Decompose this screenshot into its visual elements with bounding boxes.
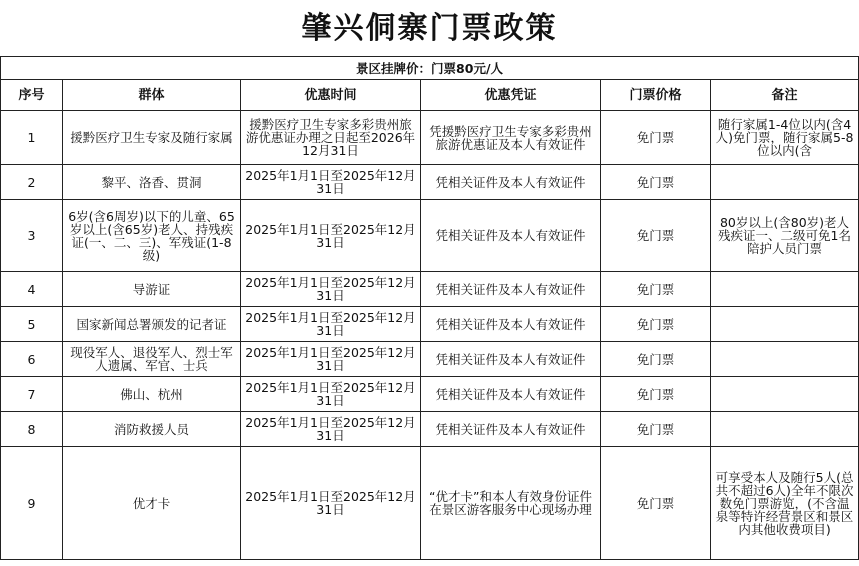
- cell-no: 5: [1, 307, 63, 342]
- cell-time: 2025年1月1日至2025年12月31日: [241, 200, 421, 272]
- cell-proof: 凭相关证件及本人有效证件: [421, 165, 601, 200]
- cell-group: 6岁(含6周岁)以下的儿童、65岁以上(含65岁)老人、持残疾证(一、二、三)、军残证(1-8级): [63, 200, 241, 272]
- table-row: [1, 111, 859, 165]
- table-row: [1, 307, 859, 342]
- cell-group: 消防救援人员: [63, 412, 241, 447]
- cell-price: 免门票: [601, 272, 711, 307]
- cell-group: 优才卡: [63, 447, 241, 560]
- cell-proof: 凭相关证件及本人有效证件: [421, 377, 601, 412]
- table-row: [1, 165, 859, 200]
- cell-price: 免门票: [601, 111, 711, 165]
- cell-price: 免门票: [601, 447, 711, 560]
- cell-group: 佛山、杭州: [63, 377, 241, 412]
- cell-price: 免门票: [601, 377, 711, 412]
- cell-no: 9: [1, 447, 63, 560]
- table-row: [1, 272, 859, 307]
- cell-no: 6: [1, 342, 63, 377]
- cell-proof: 凭相关证件及本人有效证件: [421, 307, 601, 342]
- table-header-row: [1, 80, 859, 111]
- cell-time: 2025年1月1日至2025年12月31日: [241, 272, 421, 307]
- header-price: 门票价格: [601, 80, 711, 111]
- table-row: [1, 447, 859, 560]
- cell-note: [711, 307, 859, 342]
- cell-time: 2025年1月1日至2025年12月31日: [241, 447, 421, 560]
- cell-proof: “优才卡”和本人有效身份证件在景区游客服务中心现场办理: [421, 447, 601, 560]
- cell-proof: 凭援黔医疗卫生专家多彩贵州旅游优惠证及本人有效证件: [421, 111, 601, 165]
- cell-note: [711, 272, 859, 307]
- cell-no: 4: [1, 272, 63, 307]
- header-group: 群体: [63, 80, 241, 111]
- cell-price: 免门票: [601, 307, 711, 342]
- cell-proof: 凭相关证件及本人有效证件: [421, 342, 601, 377]
- cell-note: 随行家属1-4位以内(含4人)免门票，随行家属5-8位以内(含: [711, 111, 859, 165]
- cell-time: 援黔医疗卫生专家多彩贵州旅游优惠证办理之日起至2026年12月31日: [241, 111, 421, 165]
- header-note: 备注: [711, 80, 859, 111]
- cell-price: 免门票: [601, 200, 711, 272]
- cell-no: 2: [1, 165, 63, 200]
- table-row: [1, 377, 859, 412]
- cell-note: [711, 412, 859, 447]
- page-title: 肇兴侗寨门票政策: [1, 0, 859, 57]
- cell-time: 2025年1月1日至2025年12月31日: [241, 342, 421, 377]
- cell-note: [711, 342, 859, 377]
- cell-time: 2025年1月1日至2025年12月31日: [241, 377, 421, 412]
- cell-proof: 凭相关证件及本人有效证件: [421, 200, 601, 272]
- cell-time: 2025年1月1日至2025年12月31日: [241, 165, 421, 200]
- cell-group: 援黔医疗卫生专家及随行家属: [63, 111, 241, 165]
- cell-no: 8: [1, 412, 63, 447]
- header-no: 序号: [1, 80, 63, 111]
- cell-note: 80岁以上(含80岁)老人残疾证一、二级可免1名陪护人员门票: [711, 200, 859, 272]
- cell-note: [711, 377, 859, 412]
- cell-no: 7: [1, 377, 63, 412]
- header-time: 优惠时间: [241, 80, 421, 111]
- table-row: [1, 342, 859, 377]
- cell-group: 导游证: [63, 272, 241, 307]
- cell-no: 1: [1, 111, 63, 165]
- cell-time: 2025年1月1日至2025年12月31日: [241, 307, 421, 342]
- cell-group: 黎平、洛香、贯洞: [63, 165, 241, 200]
- cell-proof: 凭相关证件及本人有效证件: [421, 272, 601, 307]
- cell-price: 免门票: [601, 342, 711, 377]
- list-price-line: 景区挂牌价：门票80元/人: [1, 57, 859, 80]
- cell-group: 国家新闻总署颁发的记者证: [63, 307, 241, 342]
- cell-time: 2025年1月1日至2025年12月31日: [241, 412, 421, 447]
- cell-no: 3: [1, 200, 63, 272]
- header-proof: 优惠凭证: [421, 80, 601, 111]
- cell-price: 免门票: [601, 412, 711, 447]
- cell-proof: 凭相关证件及本人有效证件: [421, 412, 601, 447]
- table-row: [1, 200, 859, 272]
- cell-note: 可享受本人及随行5人(总共不超过6人)全年不限次数免门票游览，(不含温泉等特许经营景区和景区内其他收费项目): [711, 447, 859, 560]
- cell-note: [711, 165, 859, 200]
- table-row: [1, 412, 859, 447]
- cell-group: 现役军人、退役军人、烈士军人遗属、军官、士兵: [63, 342, 241, 377]
- cell-price: 免门票: [601, 165, 711, 200]
